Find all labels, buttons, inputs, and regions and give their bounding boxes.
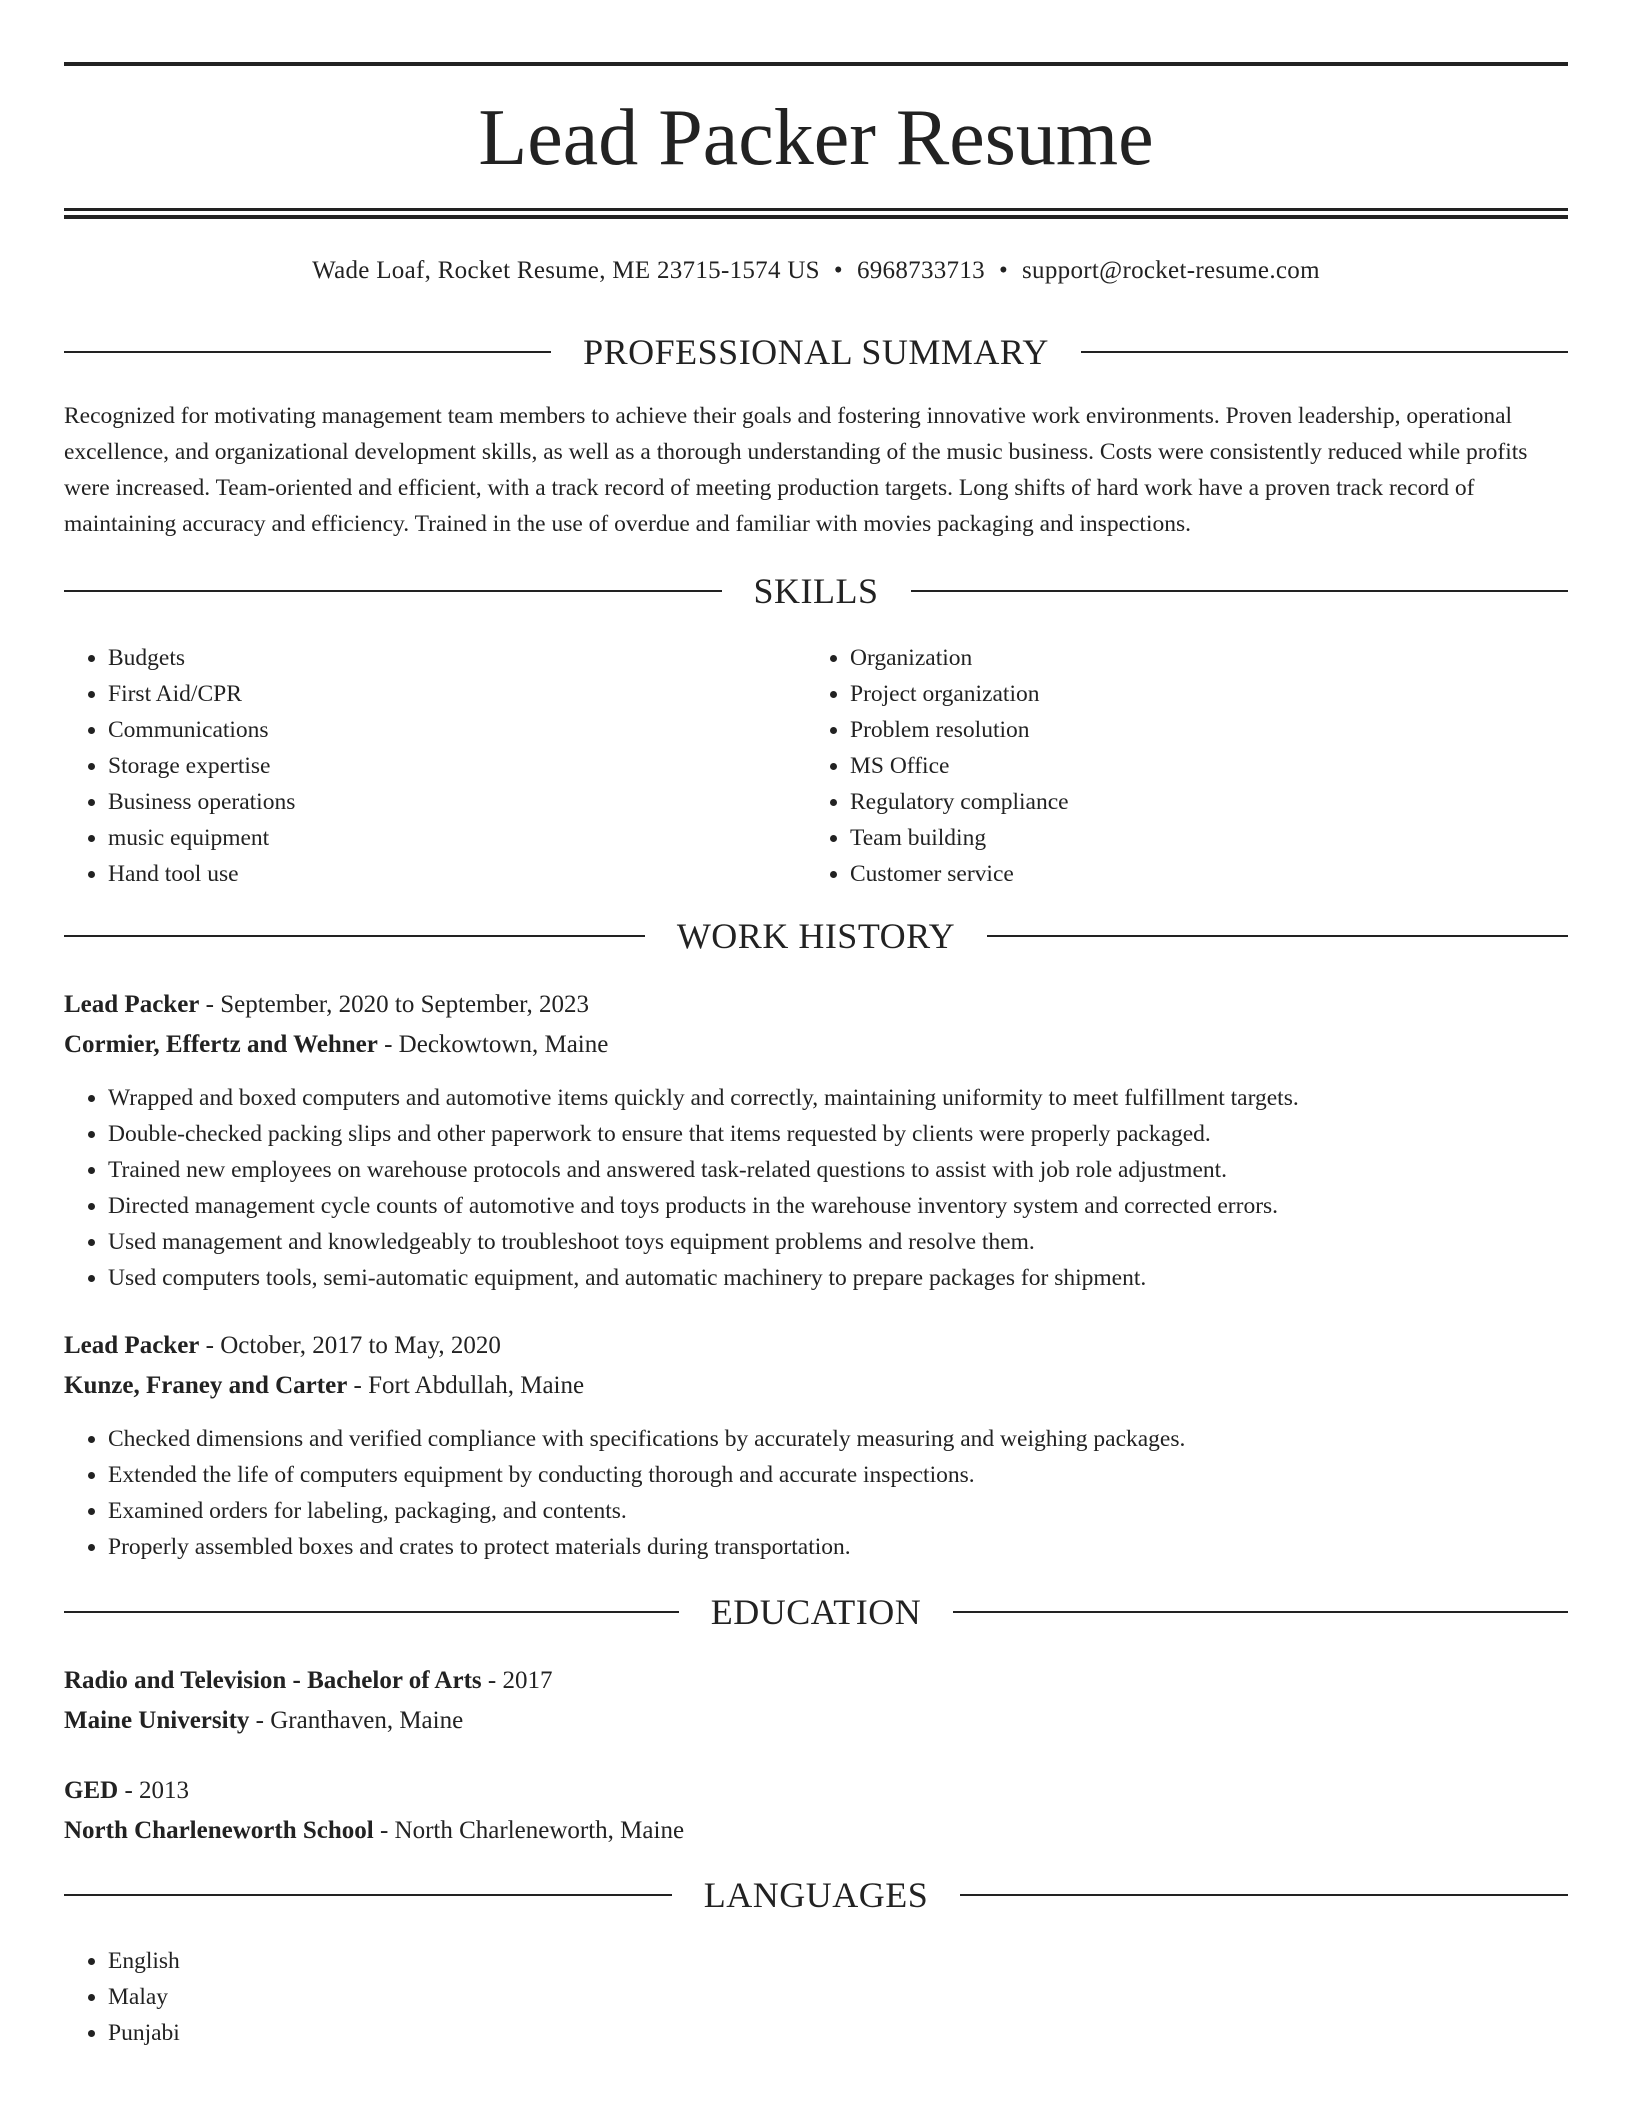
language-item: • Malay: [108, 1979, 1568, 2015]
job-location: - Fort Abdullah, Maine: [347, 1372, 585, 1399]
heading-rule-left: [64, 1611, 679, 1613]
duty-item: • Trained new employees on warehouse protocols and answered task-related questions to assist with job role adjustment.: [108, 1152, 1568, 1188]
skill-item: • MS Office: [850, 748, 1546, 784]
contact-email: support@rocket-resume.com: [1022, 257, 1320, 284]
languages-heading-label: LANGUAGES: [703, 1875, 929, 1915]
languages-list: [64, 1943, 1568, 2051]
heading-rule-left: [64, 351, 551, 353]
skill-item: • music equipment: [108, 820, 804, 856]
school-line: [64, 1811, 1568, 1851]
language-item: • English: [108, 1943, 1568, 1979]
job-duties: [64, 1421, 1568, 1565]
skill-item: • Customer service: [850, 856, 1546, 892]
degree-name: Radio and Television - Bachelor of Arts: [64, 1667, 482, 1694]
skill-item: • Team building: [850, 820, 1546, 856]
job-dates: - October, 2017 to May, 2020: [199, 1332, 501, 1359]
contact-address: Wade Loaf, Rocket Resume, ME 23715-1574 US: [312, 257, 820, 284]
degree-name: GED: [64, 1777, 119, 1804]
job-title-line: [64, 985, 1568, 1025]
degree-year: - 2013: [118, 1777, 190, 1804]
duty-item: • Examined orders for labeling, packaging, and contents.: [108, 1493, 1568, 1529]
skill-item: • Budgets: [108, 640, 804, 676]
skill-item: • Project organization: [850, 676, 1546, 712]
skills-heading-label: SKILLS: [753, 571, 879, 611]
summary-section-heading: [64, 330, 1568, 374]
heading-rule-right: [911, 590, 1569, 592]
skills-list-left: [64, 640, 804, 892]
school-location: - North Charleneworth, Maine: [373, 1817, 685, 1844]
heading-rule-right: [953, 1611, 1568, 1613]
duty-item: • Properly assembled boxes and crates to protect materials during transportation.: [108, 1529, 1568, 1565]
heading-rule-right: [987, 935, 1568, 937]
skill-item: • Business operations: [108, 784, 804, 820]
skills-column-right: [806, 640, 1546, 892]
job-location: - Deckowtown, Maine: [377, 1031, 609, 1058]
duty-item: • Used management and knowledgeably to troubleshoot toys equipment problems and resolve them.: [108, 1224, 1568, 1260]
duty-item: • Extended the life of computers equipment by conducting thorough and accurate inspections.: [108, 1457, 1568, 1493]
skill-item: • Storage expertise: [108, 748, 804, 784]
duty-item: • Directed management cycle counts of automotive and toys products in the warehouse inventory system and corrected errors.: [108, 1188, 1568, 1224]
skill-item: • Problem resolution: [850, 712, 1546, 748]
contact-separator: •: [998, 257, 1009, 284]
job-duties-list: [64, 1421, 1568, 1565]
heading-rule-left: [64, 935, 645, 937]
job-company: Kunze, Franey and Carter: [64, 1372, 348, 1399]
education-section-heading: [64, 1590, 1568, 1634]
skill-item: • Regulatory compliance: [850, 784, 1546, 820]
languages-block: [64, 1943, 1568, 2051]
school-line: [64, 1701, 1568, 1741]
duty-item: • Checked dimensions and verified compliance with specifications by accurately measuring and weighing packages.: [108, 1421, 1568, 1457]
school-name: North Charleneworth School: [64, 1817, 374, 1844]
contact-separator: •: [833, 257, 843, 284]
school-location: - Granthaven, Maine: [249, 1707, 464, 1734]
skills-list-right: [806, 640, 1546, 892]
contact-line: [64, 254, 1568, 288]
contact-phone: 6968733713: [856, 257, 985, 284]
heading-rule-right: [960, 1894, 1568, 1896]
skills-section-heading: [64, 569, 1568, 613]
duty-item: • Wrapped and boxed computers and automotive items quickly and correctly, maintaining uniformity to meet fulfillment targets.: [108, 1080, 1568, 1116]
work-section-heading: [64, 914, 1568, 958]
heading-rule-left: [64, 590, 722, 592]
skill-item: • First Aid/CPR: [108, 676, 804, 712]
degree-year: - 2017: [481, 1667, 553, 1694]
degree-line: [64, 1661, 1568, 1701]
resume-title: Lead Packer Resume: [478, 94, 1154, 182]
job-company-line: [64, 1366, 1568, 1406]
job-duties: [64, 1080, 1568, 1296]
work-heading-label: WORK HISTORY: [676, 916, 956, 956]
header-double-rule: [64, 208, 1568, 219]
summary-heading-label: PROFESSIONAL SUMMARY: [583, 332, 1049, 372]
job-title: Lead Packer: [64, 991, 200, 1018]
job-company: Cormier, Effertz and Wehner: [64, 1031, 378, 1058]
header-top-rule: [64, 62, 1568, 66]
duty-item: • Double-checked packing slips and other paperwork to ensure that items requested by clients were properly packaged.: [108, 1116, 1568, 1152]
skill-item: • Hand tool use: [108, 856, 804, 892]
degree-line: [64, 1771, 1568, 1811]
languages-section-heading: [64, 1873, 1568, 1917]
heading-rule-left: [64, 1894, 672, 1896]
school-name: Maine University: [64, 1707, 250, 1734]
job-dates: - September, 2020 to September, 2023: [199, 991, 589, 1018]
skills-column-left: [64, 640, 804, 892]
summary-text: Recognized for motivating management team members to achieve their goals and fostering innovative work environments. Proven leadership, operational excellence, and organizational development skills, as well as a thorough understanding of the music business. Costs were consistently reduced while profits were increased. Team-oriented and efficient, with a track record of meeting production targets. Long shifts of hard work have a proven track record of maintaining accuracy and efficiency. Trained in the use of overdue and familiar with movies packaging and inspections.: [64, 403, 1528, 537]
duty-item: • Used computers tools, semi-automatic equipment, and automatic machinery to prepare packages for shipment.: [108, 1260, 1568, 1296]
heading-rule-right: [1081, 351, 1568, 353]
job-company-line: [64, 1025, 1568, 1065]
job-title-line: [64, 1326, 1568, 1366]
job-duties-list: [64, 1080, 1568, 1296]
job-title: Lead Packer: [64, 1332, 200, 1359]
language-item: • Punjabi: [108, 2015, 1568, 2051]
education-heading-label: EDUCATION: [710, 1592, 922, 1632]
skill-item: • Organization: [850, 640, 1546, 676]
skill-item: • Communications: [108, 712, 804, 748]
